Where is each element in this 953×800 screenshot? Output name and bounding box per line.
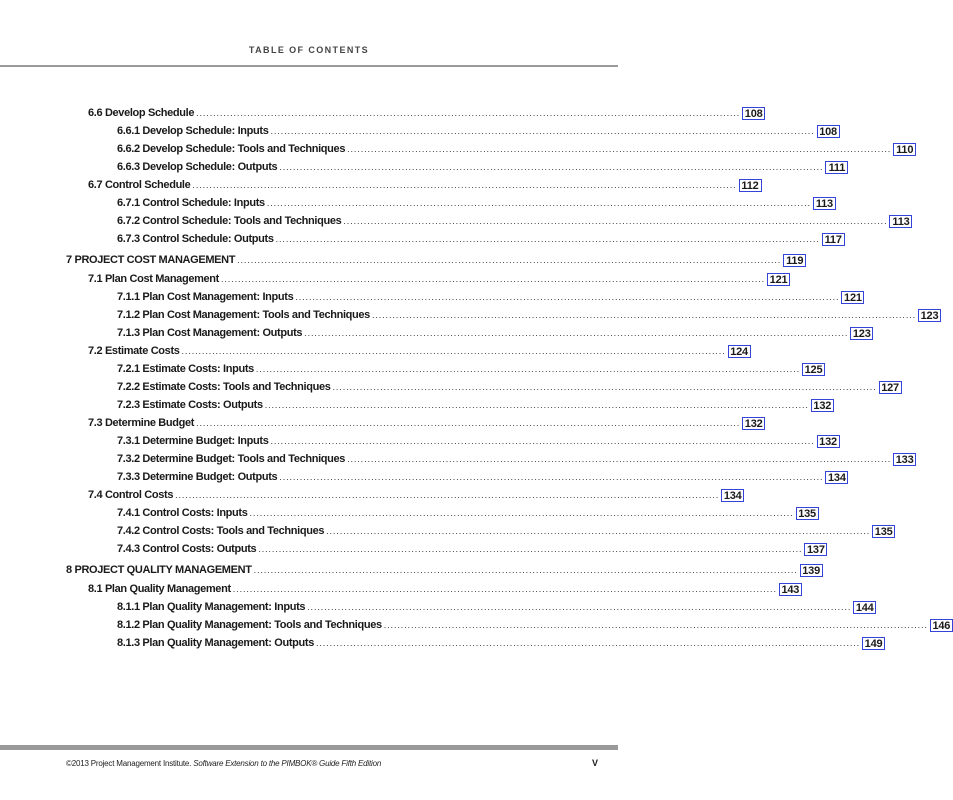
toc-page-link[interactable]: 135 <box>872 525 895 538</box>
toc-entry-title: 8 PROJECT QUALITY MANAGEMENT <box>66 564 252 576</box>
toc-entry[interactable] <box>117 288 862 304</box>
toc-entry[interactable] <box>117 378 899 394</box>
toc-entry[interactable] <box>117 324 871 340</box>
toc-entry[interactable] <box>88 414 763 430</box>
toc-page-link[interactable]: 146 <box>930 619 953 632</box>
page-header-title: TABLE OF CONTENTS <box>248 45 370 55</box>
toc-page-link[interactable]: 135 <box>796 507 819 520</box>
toc-dot-leader: ................................................................................................................................................................ <box>343 216 888 226</box>
toc-dot-leader: ................................................................................................................................................................ <box>347 144 892 154</box>
toc-entry-title: 8.1 Plan Quality Management <box>88 583 231 595</box>
toc-entry[interactable] <box>117 598 874 614</box>
footer-publication: Software Extension to the PIMBOK® Guide Fifth Edition <box>193 759 382 768</box>
toc-page-link[interactable]: 119 <box>783 254 806 267</box>
toc-entry-title: 8.1.3 Plan Quality Management: Outputs <box>117 637 314 649</box>
toc-dot-leader: ................................................................................................................................................................ <box>264 400 809 410</box>
toc-entry[interactable] <box>117 634 883 650</box>
toc-entry[interactable] <box>117 540 825 556</box>
toc-entry-title: 7.3.2 Determine Budget: Tools and Techniques <box>117 453 346 465</box>
toc-page-link[interactable]: 133 <box>893 453 916 466</box>
toc-dot-leader: ................................................................................................................................................................ <box>196 418 741 428</box>
toc-dot-leader: ................................................................................................................................................................ <box>279 472 824 482</box>
toc-entry-title: 7.2.3 Estimate Costs: Outputs <box>117 399 263 411</box>
toc-dot-leader: ................................................................................................................................................................ <box>258 544 803 554</box>
toc-entry-title: 6.7.1 Control Schedule: Inputs <box>117 197 265 209</box>
footer-credit <box>66 759 381 768</box>
toc-dot-leader: ................................................................................................................................................................ <box>270 126 815 136</box>
toc-entry[interactable] <box>88 580 800 596</box>
toc-dot-leader: ................................................................................................................................................................ <box>315 638 861 648</box>
toc-page-link[interactable]: 137 <box>804 543 827 556</box>
toc-entry[interactable] <box>117 230 842 246</box>
toc-dot-leader: ................................................................................................................................................................ <box>371 310 917 320</box>
toc-entry-title: 7.2.1 Estimate Costs: Inputs <box>117 363 254 375</box>
toc-dot-leader: ................................................................................................................................................................ <box>175 490 720 500</box>
toc-dot-leader: ................................................................................................................................................................ <box>270 436 815 446</box>
toc-entry-title: 6.7 Control Schedule <box>88 179 191 191</box>
toc-page-link[interactable]: 121 <box>841 291 864 304</box>
header-divider <box>0 65 618 67</box>
toc-entry[interactable] <box>117 396 832 412</box>
toc-entry[interactable] <box>66 561 821 577</box>
toc-entry-title: 7.2 Estimate Costs <box>88 345 180 357</box>
toc-entry-title: 7.1.3 Plan Cost Management: Outputs <box>117 327 303 339</box>
toc-entry[interactable] <box>88 270 788 286</box>
toc-entry[interactable] <box>117 194 833 210</box>
toc-dot-leader: ................................................................................................................................................................ <box>295 292 840 302</box>
toc-entry[interactable] <box>117 522 893 538</box>
toc-dot-leader: ................................................................................................................................................................ <box>232 584 777 594</box>
toc-page-link[interactable]: 125 <box>802 363 825 376</box>
toc-entry-title: 8.1.1 Plan Quality Management: Inputs <box>117 601 306 613</box>
toc-dot-leader: ................................................................................................................................................................ <box>237 255 782 265</box>
toc-entry-title: 7.4.1 Control Costs: Inputs <box>117 507 248 519</box>
toc-entry-title: 7.4.2 Control Costs: Tools and Techniques <box>117 525 325 537</box>
toc-dot-leader: ................................................................................................................................................................ <box>326 526 871 536</box>
toc-page-link[interactable]: 108 <box>742 107 765 120</box>
toc-entry-title: 7 PROJECT COST MANAGEMENT <box>66 254 236 266</box>
toc-page-link[interactable]: 121 <box>767 273 790 286</box>
toc-entry[interactable] <box>117 504 816 520</box>
toc-dot-leader: ................................................................................................................................................................ <box>266 198 811 208</box>
toc-entry[interactable] <box>117 140 914 156</box>
toc-entry-title: 6.7.2 Control Schedule: Tools and Techniques <box>117 215 342 227</box>
toc-entry-title: 7.3 Determine Budget <box>88 417 195 429</box>
toc-dot-leader: ................................................................................................................................................................ <box>255 364 800 374</box>
toc-entry-title: 7.1 Plan Cost Management <box>88 273 219 285</box>
toc-entry-title: 6.6.2 Develop Schedule: Tools and Techniques <box>117 143 346 155</box>
toc-dot-leader: ................................................................................................................................................................ <box>304 328 849 338</box>
toc-entry-title: 7.3.1 Determine Budget: Inputs <box>117 435 269 447</box>
toc-page-link[interactable]: 117 <box>822 233 845 246</box>
toc-entry-title: 7.4 Control Costs <box>88 489 174 501</box>
toc-entry[interactable] <box>117 468 846 484</box>
toc-entry-title: 7.1.1 Plan Cost Management: Inputs <box>117 291 294 303</box>
toc-entry[interactable] <box>88 342 748 358</box>
toc-entry-title: 7.3.3 Determine Budget: Outputs <box>117 471 278 483</box>
toc-page-link[interactable]: 132 <box>742 417 765 430</box>
toc-entry[interactable] <box>117 432 837 448</box>
toc-page-link[interactable]: 132 <box>817 435 840 448</box>
toc-page-link[interactable]: 139 <box>800 564 823 577</box>
toc-dot-leader: ................................................................................................................................................................ <box>275 234 820 244</box>
toc-page-link[interactable]: 108 <box>817 125 840 138</box>
toc-dot-leader: ................................................................................................................................................................ <box>347 454 892 464</box>
toc-entry-title: 6.6.1 Develop Schedule: Inputs <box>117 125 269 137</box>
toc-entry[interactable] <box>66 251 804 267</box>
toc-page-link[interactable]: 134 <box>721 489 744 502</box>
toc-entry-title: 7.2.2 Estimate Costs: Tools and Techniques <box>117 381 331 393</box>
toc-page-link[interactable]: 144 <box>853 601 876 614</box>
toc-entry-title: 6.6 Develop Schedule <box>88 107 195 119</box>
toc-dot-leader: ................................................................................................................................................................ <box>249 508 794 518</box>
toc-page-link[interactable]: 143 <box>779 583 802 596</box>
toc-dot-leader: ................................................................................................................................................................ <box>332 382 877 392</box>
toc-entry[interactable] <box>117 158 846 174</box>
toc-entry-title: 7.4.3 Control Costs: Outputs <box>117 543 257 555</box>
toc-page-link[interactable]: 123 <box>918 309 941 322</box>
toc-page-link[interactable]: 132 <box>811 399 834 412</box>
toc-entry[interactable] <box>117 306 939 322</box>
footer-divider <box>0 745 618 750</box>
toc-dot-leader: ................................................................................................................................................................ <box>181 346 726 356</box>
toc-page-link[interactable]: 110 <box>893 143 916 156</box>
toc-entry[interactable] <box>88 486 742 502</box>
footer-copyright: ©2013 Project Management Institute. <box>66 759 192 768</box>
toc-page-link[interactable]: 111 <box>825 161 848 174</box>
toc-dot-leader: ................................................................................................................................................................ <box>253 565 798 575</box>
toc-dot-leader: ................................................................................................................................................................ <box>220 274 766 284</box>
toc-page-link[interactable]: 127 <box>879 381 902 394</box>
toc-page-link[interactable]: 124 <box>728 345 751 358</box>
footer-page-number: V <box>592 758 599 768</box>
toc-dot-leader: ................................................................................................................................................................ <box>279 162 824 172</box>
toc-dot-leader: ................................................................................................................................................................ <box>307 602 852 612</box>
toc-page-link[interactable]: 112 <box>739 179 762 192</box>
toc-dot-leader: ................................................................................................................................................................ <box>196 108 741 118</box>
toc-entry[interactable] <box>88 104 763 120</box>
toc-dot-leader: ................................................................................................................................................................ <box>383 620 928 630</box>
toc-entry-title: 6.7.3 Control Schedule: Outputs <box>117 233 274 245</box>
toc-entry[interactable] <box>88 176 759 192</box>
toc-page-link[interactable]: 134 <box>825 471 848 484</box>
toc-entry-title: 7.1.2 Plan Cost Management: Tools and Techniques <box>117 309 370 321</box>
toc-entry-title: 8.1.2 Plan Quality Management: Tools and Techniques <box>117 619 382 631</box>
toc-entry[interactable] <box>117 122 837 138</box>
toc-entry[interactable] <box>117 212 910 228</box>
toc-page-link[interactable]: 113 <box>889 215 912 228</box>
toc-dot-leader: ................................................................................................................................................................ <box>192 180 737 190</box>
toc-entry[interactable] <box>117 616 951 632</box>
toc-entry[interactable] <box>117 450 914 466</box>
toc-entry-title: 6.6.3 Develop Schedule: Outputs <box>117 161 278 173</box>
toc-page-link[interactable]: 123 <box>850 327 873 340</box>
toc-page-link[interactable]: 149 <box>862 637 885 650</box>
toc-entry[interactable] <box>117 360 823 376</box>
toc-page-link[interactable]: 113 <box>813 197 836 210</box>
